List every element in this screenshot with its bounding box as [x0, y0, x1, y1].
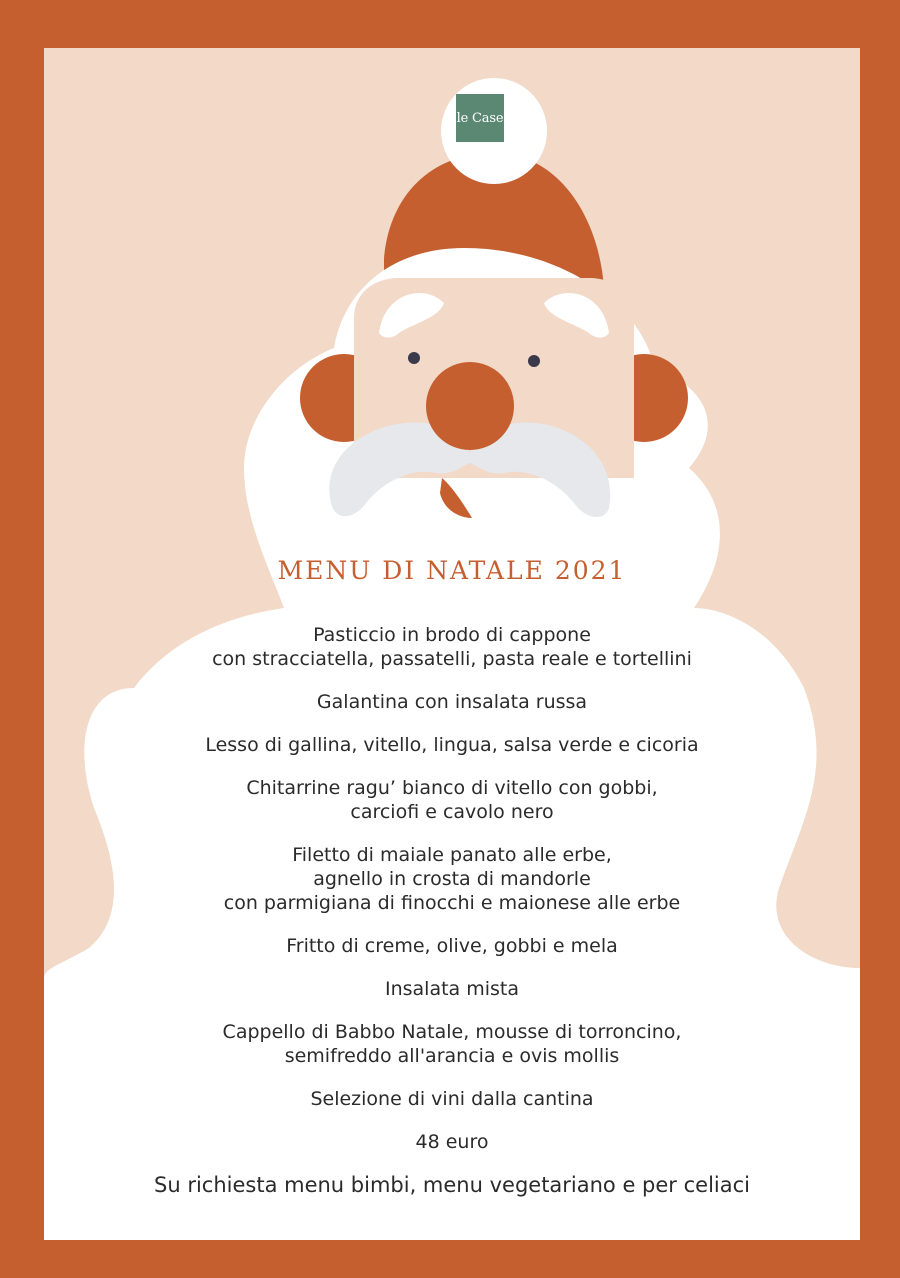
course-item: [44, 690, 860, 714]
course-line: Insalata mista: [384, 978, 520, 1000]
course-line: carciofi e cavolo nero: [350, 801, 554, 823]
course-item: [44, 733, 860, 757]
course-item: [44, 977, 860, 1001]
course-line: Lesso di gallina, vitello, lingua, salsa verde e cicoria: [205, 734, 699, 756]
course-line: Fritto di creme, olive, gobbi e mela: [286, 935, 618, 957]
le-case-logo: le Case: [456, 94, 504, 142]
course-line: con stracciatella, passatelli, pasta reale e tortellini: [212, 648, 692, 670]
menu-title: MENU DI NATALE 2021: [277, 556, 627, 585]
course-list: [44, 623, 860, 1197]
course-line: Chitarrine ragu’ bianco di vitello con gobbi,: [246, 777, 658, 799]
course-item: [44, 623, 860, 671]
course-line: Cappello di Babbo Natale, mousse di torroncino,: [222, 1021, 682, 1043]
course-line: semifreddo all'arancia e ovis mollis: [284, 1045, 620, 1067]
santa-right-eye: [528, 355, 540, 367]
course-item: [44, 776, 860, 824]
course-line: Filetto di maiale panato alle erbe,: [292, 844, 612, 866]
course-item: [44, 1087, 860, 1111]
menu-card: [44, 48, 860, 1240]
course-line: Galantina con insalata russa: [316, 691, 588, 713]
course-item: [44, 1020, 860, 1068]
santa-left-eye: [408, 352, 420, 364]
course-item: [44, 843, 860, 915]
menu-price: 48 euro: [415, 1131, 489, 1153]
santa-nose: [426, 362, 514, 450]
course-item: [44, 934, 860, 958]
course-line: Selezione di vini dalla cantina: [310, 1088, 594, 1110]
course-line: agnello in crosta di mandorle: [313, 868, 591, 890]
dietary-note: Su richiesta menu bimbi, menu vegetariano e per celiaci: [154, 1173, 750, 1197]
course-line: con parmigiana di finocchi e maionese alle erbe: [223, 892, 681, 914]
course-line: Pasticcio in brodo di cappone: [313, 624, 591, 646]
